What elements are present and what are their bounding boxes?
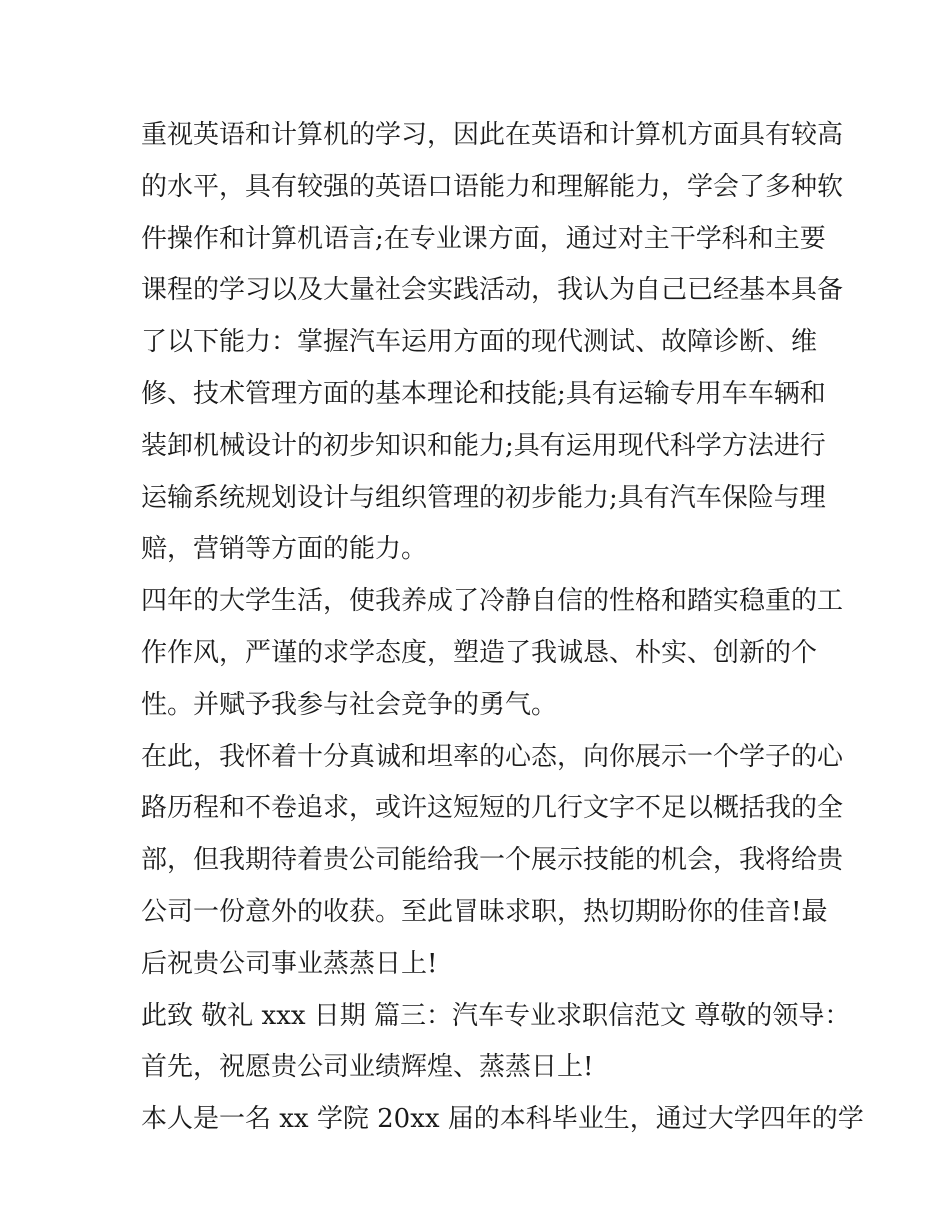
text-line: 重视英语和计算机的学习，因此在英语和计算机方面具有较高 bbox=[141, 120, 844, 150]
body-text bbox=[141, 110, 864, 1146]
text-line: 运输系统规划设计与组织管理的初步能力;具有汽车保险与理 bbox=[141, 482, 826, 513]
text-line: 部，但我期待着贵公司能给我一个展示技能的机会，我将给贵 bbox=[141, 845, 844, 876]
text-line: 在此，我怀着十分真诚和坦率的心态，向你展示一个学子的心 bbox=[141, 741, 844, 772]
text-line: 的水平，具有较强的英语口语能力和理解能力，学会了多种软 bbox=[141, 171, 844, 202]
text-line: 首先，祝愿贵公司业绩辉煌、蒸蒸日上! bbox=[141, 1052, 594, 1083]
text-line: 后祝贵公司事业蒸蒸日上! bbox=[141, 948, 438, 979]
text-line: 本人是一名 xx 学院 20xx 届的本科毕业生，通过大学四年的学 bbox=[141, 1104, 864, 1135]
text-line: 赔，营销等方面的能力。 bbox=[141, 534, 428, 565]
text-line: 此致 敬礼 xxx 日期 篇三：汽车专业求职信范文 尊敬的领导： bbox=[141, 1000, 851, 1031]
text-line: 作作风，严谨的求学态度，塑造了我诚恳、朴实、创新的个 bbox=[141, 637, 818, 668]
text-line: 性。并赋予我参与社会竞争的勇气。 bbox=[141, 689, 558, 720]
text-line: 课程的学习以及大量社会实践活动，我认为自己已经基本具备 bbox=[141, 275, 844, 306]
text-line: 四年的大学生活，使我养成了冷静自信的性格和踏实稳重的工 bbox=[141, 586, 844, 617]
text-line: 了以下能力：掌握汽车运用方面的现代测试、故障诊断、维 bbox=[141, 327, 818, 358]
text-line: 装卸机械设计的初步知识和能力;具有运用现代科学方法进行 bbox=[141, 430, 826, 461]
text-line: 件操作和计算机语言;在专业课方面，通过对主干学科和主要 bbox=[141, 223, 826, 254]
text-line: 修、技术管理方面的基本理论和技能;具有运输专用车车辆和 bbox=[141, 378, 826, 409]
text-line: 公司一份意外的收获。至此冒昧求职，热切期盼你的佳音!最 bbox=[141, 896, 828, 927]
text-line: 路历程和不卷追求，或许这短短的几行文字不足以概括我的全 bbox=[141, 793, 844, 824]
